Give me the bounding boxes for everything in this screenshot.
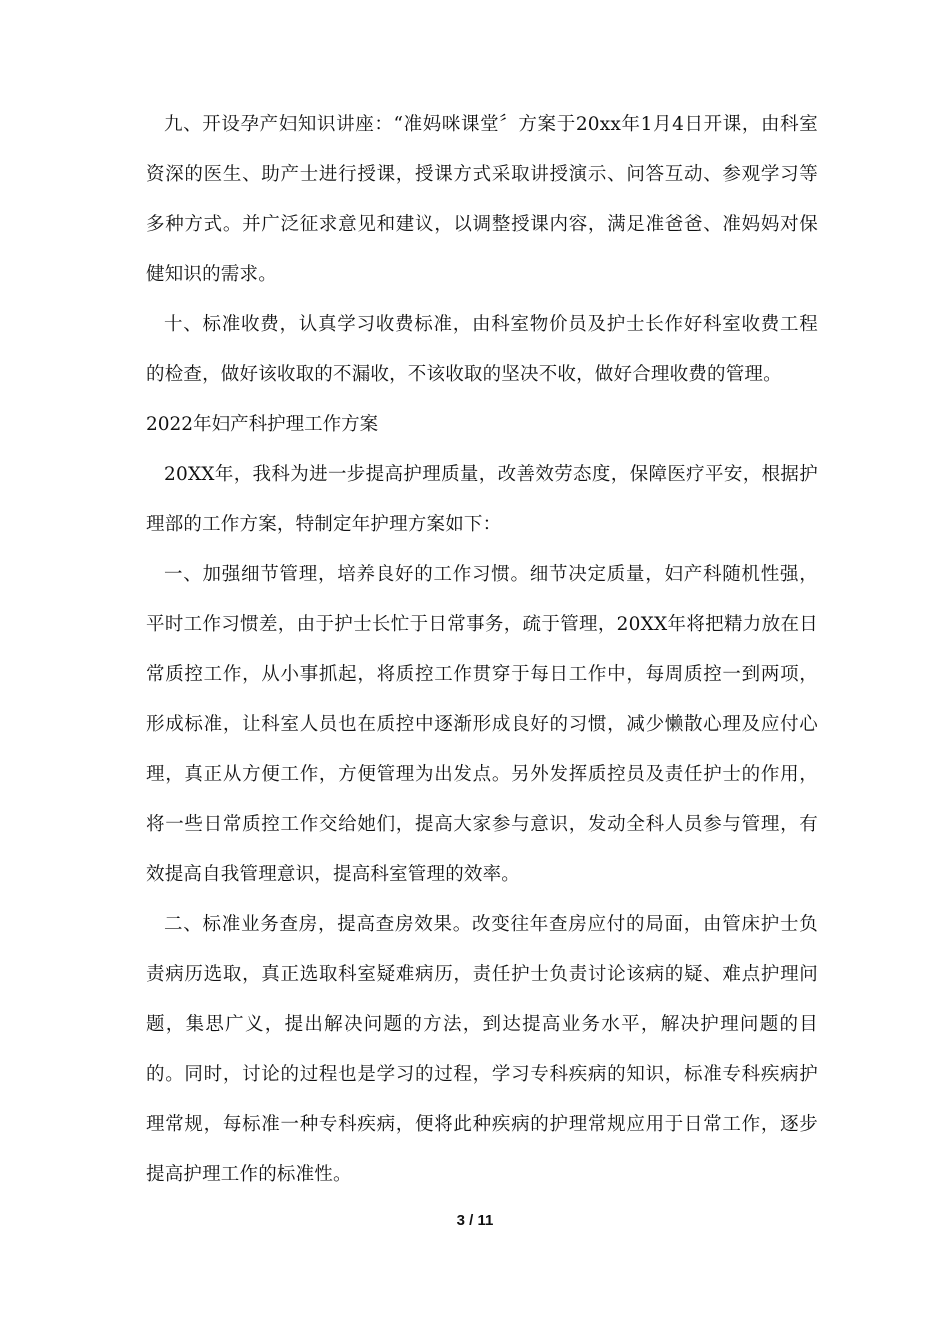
paragraph-fees: 十、标准收费，认真学习收费标准，由科室物价员及护士长作好科室收费工程的检查，做好该收取的不漏收，不该收取的坚决不收，做好合理收费的管理。	[146, 314, 818, 385]
paragraph-intro: 20XX年，我科为进一步提高护理质量，改善效劳态度，保障医疗平安，根据护理部的工作方案，特制定年护理方案如下：	[146, 464, 818, 535]
paragraph-ward-rounds: 二、标准业务查房，提高查房效果。改变往年查房应付的局面，由管床护士负责病历选取，真正选取科室疑难病历，责任护士负责讨论该病的疑、难点护理问题，集思广义，提出解决问题的方法，到达提高业务水平，解决护理问题的目的。同时，讨论的过程也是学习的过程，学习专科疾病的知识，标准专科疾病护理常规，每标准一种专科疾病，便将此种疾病的护理常规应用于日常工作，逐步提高护理工作的标准性。	[146, 914, 818, 1185]
document-body	[146, 100, 818, 1200]
section-heading: 2022年妇产科护理工作方案	[146, 414, 379, 435]
paragraph-lecture: 九、开设孕产妇知识讲座：“准妈咪课堂〞方案于20xx年1月4日开课，由科室资深的医生、助产士进行授课，授课方式采取讲授演示、问答互动、参观学习等多种方式。并广泛征求意见和建议，以调整授课内容，满足准爸爸、准妈妈对保健知识的需求。	[146, 114, 818, 285]
paragraph-detail-management: 一、加强细节管理，培养良好的工作习惯。细节决定质量，妇产科随机性强，平时工作习惯差，由于护士长忙于日常事务，疏于管理，20XX年将把精力放在日常质控工作，从小事抓起，将质控工作贯穿于每日工作中，每周质控一到两项，形成标准，让科室人员也在质控中逐渐形成良好的习惯，减少懒散心理及应付心理，真正从方便工作，方便管理为出发点。另外发挥质控员及责任护士的作用，将一些日常质控工作交给她们，提高大家参与意识，发动全科人员参与管理，有效提高自我管理意识，提高科室管理的效率。	[146, 564, 818, 885]
page-number: 3 / 11	[456, 1212, 494, 1229]
